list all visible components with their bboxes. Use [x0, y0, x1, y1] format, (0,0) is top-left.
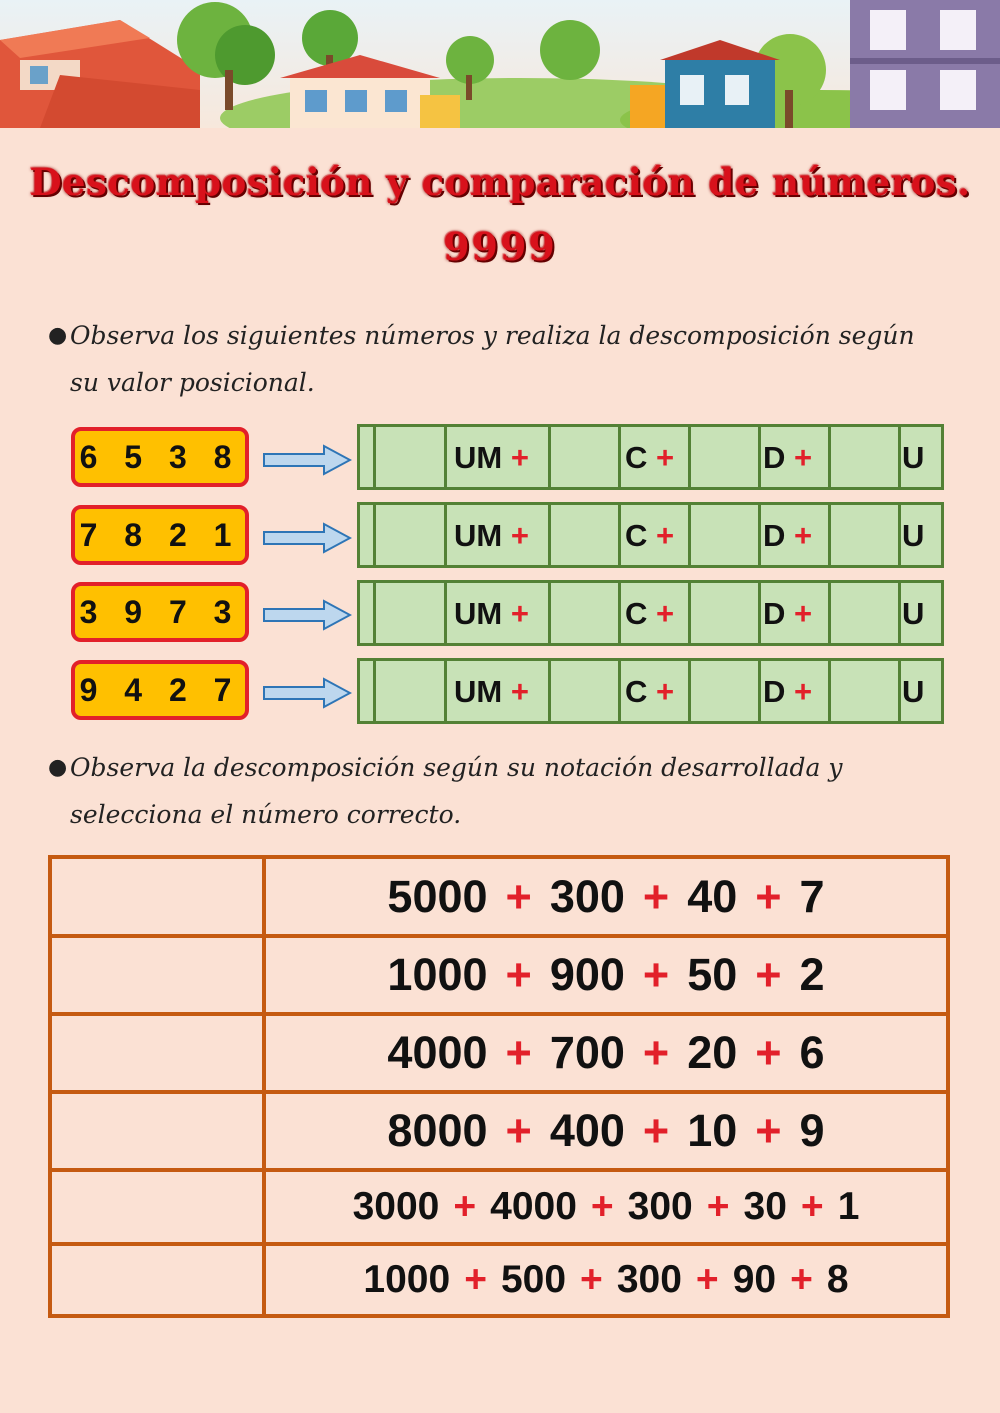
table-row	[52, 1016, 946, 1094]
expression-cell: 3000 + 4000 + 300 + 30 + 1	[352, 1185, 860, 1228]
tens-label: D +	[763, 440, 813, 475]
bullet-icon: ●	[48, 323, 68, 348]
hundreds-label: C +	[625, 596, 675, 631]
instruction-text: Observa los siguientes números y realiza la descomposición según su valor posicional.	[70, 321, 915, 397]
units-label: U	[902, 518, 925, 553]
expression-cell: 1000 + 900 + 50 + 2	[387, 949, 825, 1000]
hundreds-label: C +	[625, 674, 675, 709]
number-box: 6 5 3 8	[71, 427, 249, 487]
answer-cell[interactable]	[52, 1094, 266, 1168]
number-box: 3 9 7 3	[71, 582, 249, 642]
tens-label: D +	[763, 518, 813, 553]
right-arrow-icon	[262, 444, 352, 476]
decomposition-row	[357, 580, 944, 646]
expression-cell: 4000 + 700 + 20 + 6	[387, 1027, 825, 1078]
instruction-select	[48, 744, 948, 838]
answer-cell[interactable]	[52, 859, 266, 934]
instruction-text: Observa la descomposición según su notación desarrollada y selecciona el número correcto.	[70, 753, 843, 829]
village-houses-trees-banner-icon	[0, 0, 1000, 128]
table-row	[52, 1172, 946, 1246]
instruction-decompose	[48, 312, 948, 406]
decomposition-row	[357, 502, 944, 568]
table-row	[52, 1094, 946, 1172]
table-row	[52, 938, 946, 1016]
answer-cell[interactable]	[52, 938, 266, 1012]
thousands-label: UM +	[454, 518, 529, 553]
hundreds-label: C +	[625, 440, 675, 475]
village-banner	[0, 0, 1000, 128]
thousands-label: UM +	[454, 596, 529, 631]
answer-cell[interactable]	[52, 1246, 266, 1314]
units-label: U	[902, 440, 925, 475]
expression-cell: 5000 + 300 + 40 + 7	[387, 870, 825, 922]
right-arrow-icon	[262, 677, 352, 709]
expression-cell: 1000 + 500 + 300 + 90 + 8	[363, 1258, 849, 1301]
units-label: U	[902, 596, 925, 631]
expression-cell: 8000 + 400 + 10 + 9	[387, 1105, 825, 1156]
tens-label: D +	[763, 596, 813, 631]
title-line-1: Descomposición y comparación de números.	[29, 160, 971, 204]
number-box: 9 4 2 7	[71, 660, 249, 720]
bullet-icon: ●	[48, 755, 68, 780]
table-row	[52, 859, 946, 938]
decomposition-row	[357, 658, 944, 724]
number-box: 7 8 2 1	[71, 505, 249, 565]
answer-cell[interactable]	[52, 1016, 266, 1090]
tens-label: D +	[763, 674, 813, 709]
right-arrow-icon	[262, 599, 352, 631]
table-row	[52, 1246, 946, 1314]
decomposition-row	[357, 424, 944, 490]
thousands-label: UM +	[454, 674, 529, 709]
answer-cell[interactable]	[52, 1172, 266, 1242]
expanded-notation-table	[48, 855, 950, 1318]
hundreds-label: C +	[625, 518, 675, 553]
thousands-label: UM +	[454, 440, 529, 475]
right-arrow-icon	[262, 522, 352, 554]
title-line-2: 9999	[443, 224, 557, 269]
units-label: U	[902, 674, 925, 709]
